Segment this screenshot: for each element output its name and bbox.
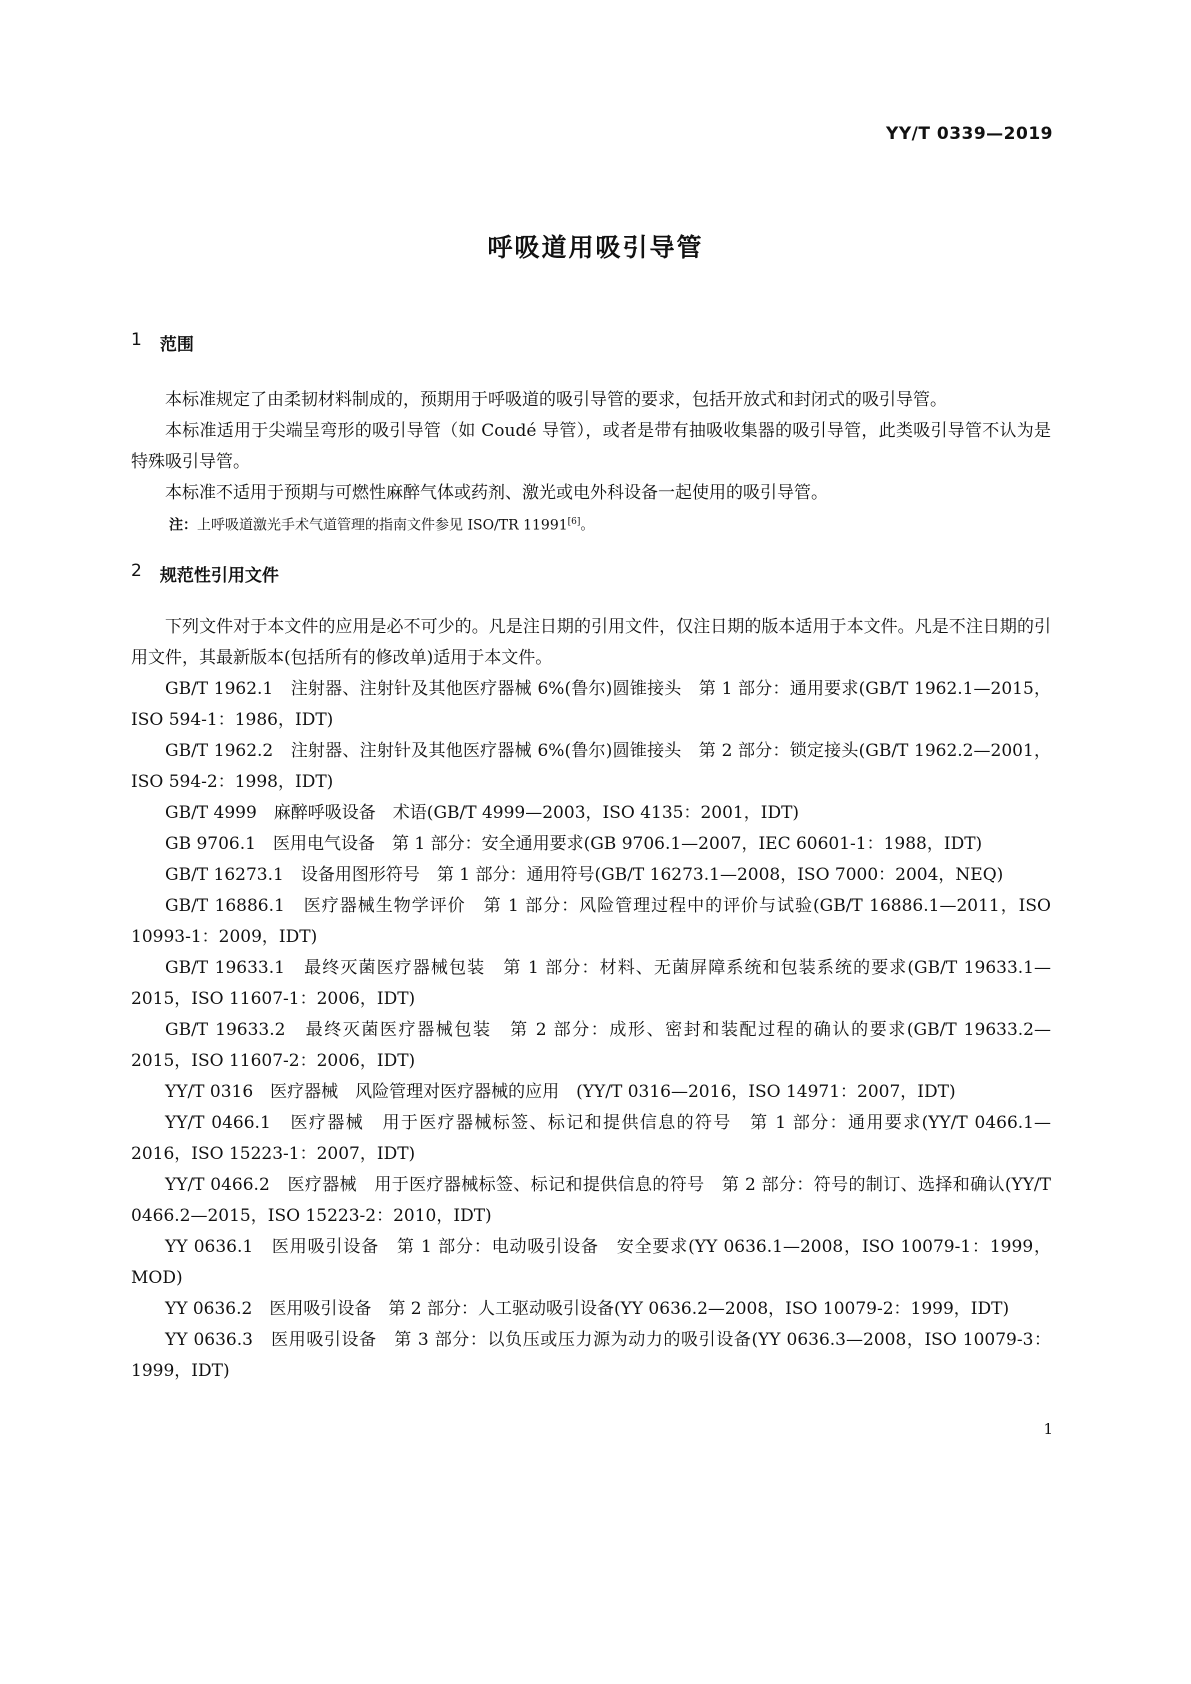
- reference-entry: GB/T 16886.1 医疗器械生物学评价 第 1 部分：风险管理过程中的评价与试验(GB/T 16886.1—2011，ISO 10993-1：2009，IDT): [131, 895, 1051, 947]
- reference-entry: YY 0636.2 医用吸引设备 第 2 部分：人工驱动吸引设备(YY 0636.2—2008，ISO 10079-2：1999，IDT): [165, 1298, 1010, 1319]
- note: [131, 509, 1051, 539]
- paragraph: 下列文件对于本文件的应用是必不可少的。凡是注日期的引用文件，仅注日期的版本适用于本文件。凡是不注日期的引用文件，其最新版本(包括所有的修改单)适用于本文件。: [131, 616, 1051, 668]
- standard-code: YY/T 0339—2019: [886, 124, 1053, 144]
- document-body: [131, 330, 1051, 1387]
- reference-entry: YY 0636.1 医用吸引设备 第 1 部分：电动吸引设备 安全要求(YY 0636.1—2008，ISO 10079-1：1999，MOD): [131, 1236, 1051, 1288]
- reference-entry: YY/T 0466.2 医疗器械 用于医疗器械标签、标记和提供信息的符号 第 2 部分：符号的制订、选择和确认(YY/T 0466.2—2015，ISO 15223-2：2010，IDT): [131, 1174, 1051, 1226]
- section-title: 范围: [159, 335, 194, 355]
- reference-entry: GB/T 1962.1 注射器、注射针及其他医疗器械 6%(鲁尔)圆锥接头 第 1 部分：通用要求(GB/T 1962.1—2015，ISO 594-1：1986，IDT): [131, 678, 1051, 730]
- reference-entry: YY/T 0316 医疗器械 风险管理对医疗器械的应用 (YY/T 0316—2016，ISO 14971：2007，IDT): [165, 1081, 956, 1102]
- reference-entry: GB/T 4999 麻醉呼吸设备 术语(GB/T 4999—2003，ISO 4135：2001，IDT): [165, 802, 800, 823]
- page-number: 1: [1043, 1420, 1053, 1438]
- reference-entry: GB/T 1962.2 注射器、注射针及其他医疗器械 6%(鲁尔)圆锥接头 第 2 部分：锁定接头(GB/T 1962.2—2001，ISO 594-2：1998，IDT): [131, 740, 1051, 792]
- paragraph: 本标准不适用于预期与可燃性麻醉气体或药剂、激光或电外科设备一起使用的吸引导管。: [165, 483, 828, 503]
- paragraph: 本标准适用于尖端呈弯形的吸引导管（如 Coudé 导管），或者是带有抽吸收集器的吸引导管，此类吸引导管不认为是特殊吸引导管。: [131, 421, 1051, 472]
- reference-entry: GB/T 19633.1 最终灭菌医疗器械包装 第 1 部分：材料、无菌屏障系统和包装系统的要求(GB/T 19633.1—2015，ISO 11607-1：2006，IDT): [131, 957, 1051, 1009]
- section-2-heading: [131, 561, 1051, 586]
- reference-entry: GB/T 19633.2 最终灭菌医疗器械包装 第 2 部分：成形、密封和装配过程的确认的要求(GB/T 19633.2—2015，ISO 11607-2：2006，IDT): [131, 1019, 1051, 1071]
- note-text: 上呼吸道激光手术气道管理的指南文件参见 ISO/TR 11991: [197, 517, 568, 534]
- section-1-heading: [131, 330, 1051, 355]
- section-title: 规范性引用文件: [159, 565, 279, 586]
- document-title: 呼吸道用吸引导管: [487, 233, 704, 262]
- note-label: 注：: [169, 517, 197, 534]
- reference-entry: YY/T 0466.1 医疗器械 用于医疗器械标签、标记和提供信息的符号 第 1 部分：通用要求(YY/T 0466.1—2016，ISO 15223-1：2007，IDT): [131, 1112, 1051, 1164]
- reference-entry: YY 0636.3 医用吸引设备 第 3 部分：以负压或压力源为动力的吸引设备(YY 0636.3—2008，ISO 10079-3：1999，IDT): [131, 1329, 1051, 1381]
- note-end: 。: [580, 517, 595, 534]
- reference-entry: GB 9706.1 医用电气设备 第 1 部分：安全通用要求(GB 9706.1—2007，IEC 60601-1：1988，IDT): [165, 833, 983, 854]
- section-number: 1: [131, 330, 142, 350]
- section-number: 2: [131, 560, 142, 581]
- note-reference: [6]: [567, 517, 581, 527]
- reference-entry: GB/T 16273.1 设备用图形符号 第 1 部分：通用符号(GB/T 16273.1—2008，ISO 7000：2004，NEQ): [165, 864, 1004, 885]
- paragraph: 本标准规定了由柔韧材料制成的，预期用于呼吸道的吸引导管的要求，包括开放式和封闭式的吸引导管。: [165, 390, 947, 410]
